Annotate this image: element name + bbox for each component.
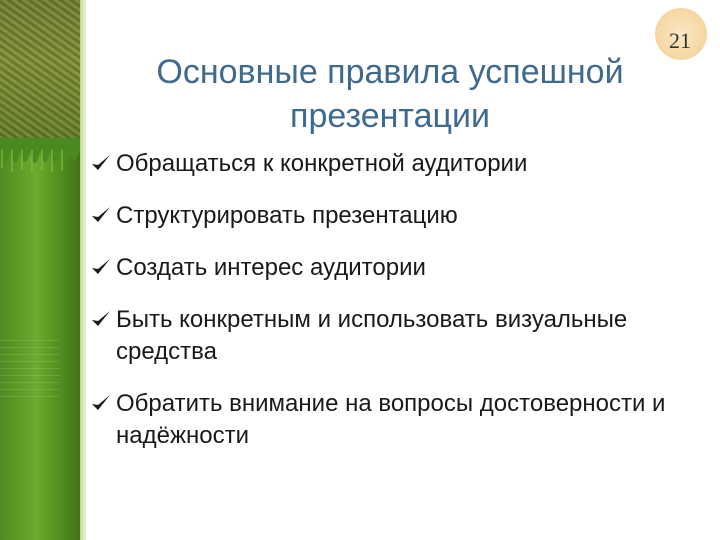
page-number: 21 xyxy=(669,28,691,53)
slide-title: Основные правила успешной презентации xyxy=(156,53,624,135)
checkmark-icon xyxy=(90,308,112,330)
bullet-item xyxy=(90,304,690,368)
band-lines xyxy=(0,340,60,400)
band-texture xyxy=(0,0,80,150)
bullet-list xyxy=(90,148,690,472)
bullet-item xyxy=(90,252,690,284)
decorative-left-band xyxy=(0,0,80,540)
bullet-text: Обратить внимание на вопросы достоверности и надёжности xyxy=(116,390,666,449)
bullet-text: Создать интерес аудитории xyxy=(116,254,426,281)
band-edge-line xyxy=(85,0,86,540)
bullet-item xyxy=(90,148,690,180)
band-fringe xyxy=(0,138,80,178)
bullet-text: Быть конкретным и использовать визуальные средства xyxy=(116,306,628,365)
bullet-text: Структурировать презентацию xyxy=(116,202,458,229)
bullet-item xyxy=(90,200,690,232)
checkmark-icon xyxy=(90,392,112,414)
checkmark-icon xyxy=(90,256,112,278)
checkmark-icon xyxy=(90,152,112,174)
bullet-text: Обращаться к конкретной аудитории xyxy=(116,150,528,177)
checkmark-icon xyxy=(90,204,112,226)
bullet-item xyxy=(90,388,690,452)
